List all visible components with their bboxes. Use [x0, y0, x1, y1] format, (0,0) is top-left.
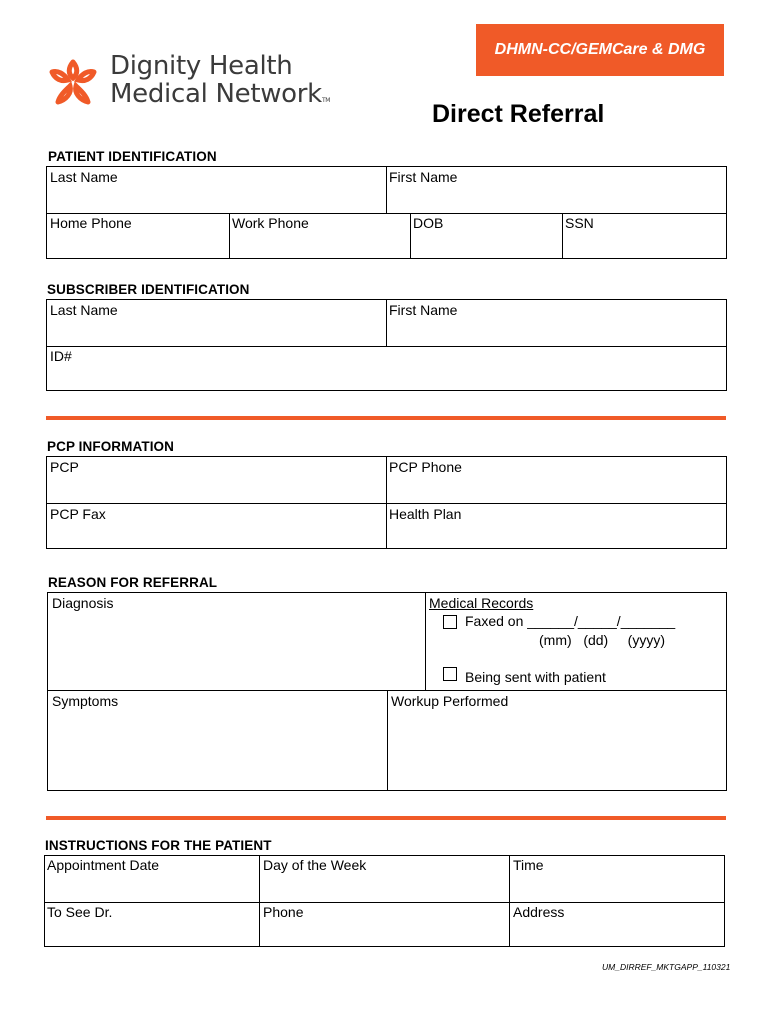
being-sent-checkbox[interactable]	[443, 667, 457, 681]
subscriber-table	[46, 299, 727, 391]
program-badge: DHMN-CC/GEMCare & DMG	[476, 24, 724, 76]
faxed-on-date-field[interactable]: Faxed on ______/_____/_______	[465, 613, 676, 629]
section-divider	[46, 816, 726, 820]
section-divider	[46, 416, 726, 420]
work-phone-field[interactable]: Work Phone	[232, 215, 309, 231]
dob-field[interactable]: DOB	[413, 215, 444, 231]
pcp-phone-field[interactable]: PCP Phone	[389, 459, 462, 475]
patient-first-name-field[interactable]: First Name	[389, 169, 458, 185]
logo-line-1: Dignity Health	[110, 51, 293, 81]
address-field[interactable]: Address	[513, 904, 565, 920]
document-title: Direct Referral	[432, 100, 605, 128]
referral-table	[47, 592, 727, 791]
form-code: UM_DIRREF_MKTGAPP_110321	[602, 962, 731, 972]
faxed-on-checkbox[interactable]	[443, 615, 457, 629]
subscriber-first-name-field[interactable]: First Name	[389, 302, 458, 318]
being-sent-label: Being sent with patient	[465, 669, 606, 685]
section-heading-subscriber: SUBSCRIBER IDENTIFICATION	[47, 282, 250, 297]
date-format-hint: (mm) (dd) (yyyy)	[539, 632, 665, 648]
day-of-week-field[interactable]: Day of the Week	[263, 857, 367, 873]
instructions-table	[44, 855, 725, 947]
pcp-fax-field[interactable]: PCP Fax	[50, 506, 106, 522]
to-see-dr-field[interactable]: To See Dr.	[47, 904, 113, 920]
symptoms-field[interactable]: Symptoms	[52, 693, 119, 709]
phone-field[interactable]: Phone	[263, 904, 304, 920]
time-field[interactable]: Time	[513, 857, 544, 873]
pcp-table	[46, 456, 727, 549]
section-heading-pcp: PCP INFORMATION	[47, 439, 175, 454]
patient-last-name-field[interactable]: Last Name	[50, 169, 118, 185]
health-plan-field[interactable]: Health Plan	[389, 506, 462, 522]
trademark: TM	[321, 97, 331, 104]
pcp-field[interactable]: PCP	[50, 459, 79, 475]
medical-records-label: Medical Records	[429, 595, 534, 611]
section-heading-referral: REASON FOR REFERRAL	[48, 575, 218, 590]
appointment-date-field[interactable]: Appointment Date	[47, 857, 160, 873]
section-heading-instructions: INSTRUCTIONS FOR THE PATIENT	[45, 838, 272, 853]
diagnosis-field[interactable]: Diagnosis	[52, 595, 114, 611]
subscriber-id-field[interactable]: ID#	[50, 348, 72, 364]
dignity-star-icon	[44, 54, 102, 110]
subscriber-last-name-field[interactable]: Last Name	[50, 302, 118, 318]
section-heading-patient: PATIENT IDENTIFICATION	[48, 149, 217, 164]
home-phone-field[interactable]: Home Phone	[50, 215, 132, 231]
workup-performed-field[interactable]: Workup Performed	[391, 693, 509, 709]
logo	[44, 50, 344, 110]
logo-line-2: Medical NetworkTM	[110, 79, 331, 109]
ssn-field[interactable]: SSN	[565, 215, 594, 231]
patient-table	[46, 166, 727, 259]
